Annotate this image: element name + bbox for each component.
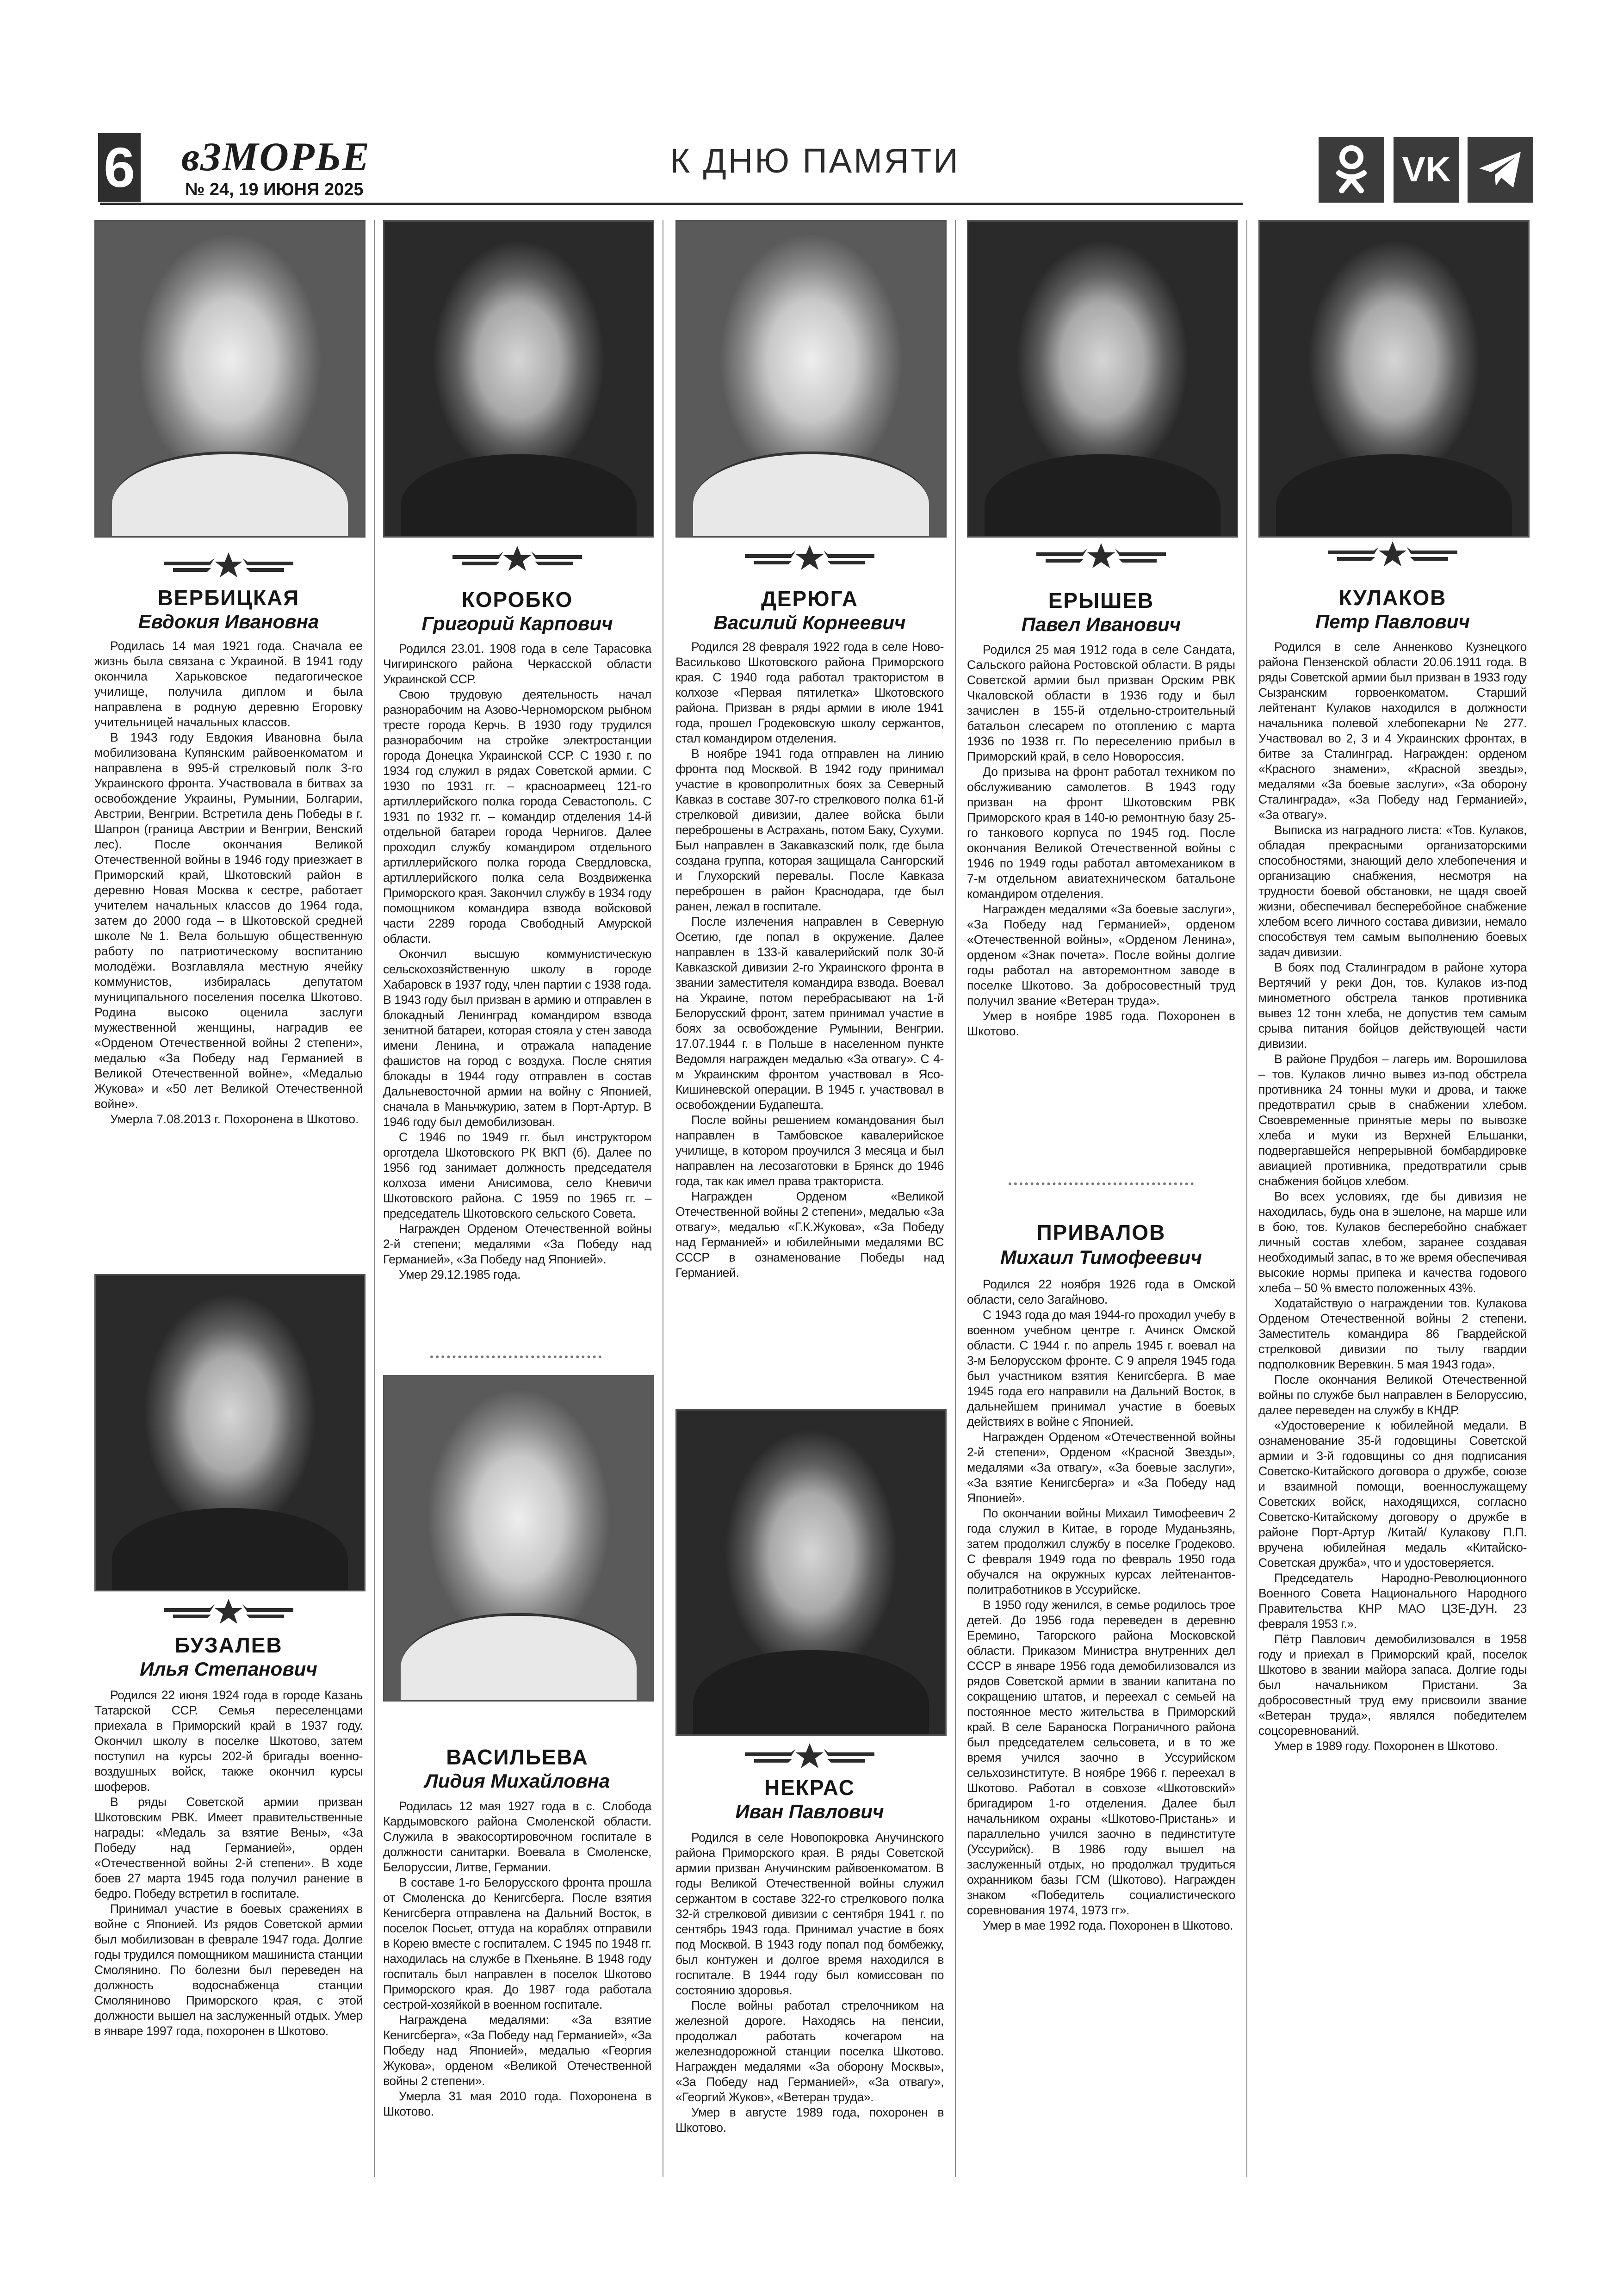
portrait-photo <box>675 1409 947 1736</box>
person-surname: ДЕРЮГА <box>761 587 858 611</box>
person-surname: КУЛАКОВ <box>1338 586 1447 610</box>
person-given-name: Лидия Михайловна <box>424 1770 610 1792</box>
biography-text: Родился в селе Новопокровка Анучинского района Приморского края. В ряды Советской армии призван Анучинским райвоенкоматом. В годы Великой Отечественной войны служил сержантом в составе 322-го стрелкового полка 32-й стрелковой дивизии с сентября 1941 г. по сентябрь 1943 года. Принимал участие в боях под Москвой. В 1943 году попал под бомбежку, был контужен и долгое время находился в госпитале. В 1944 году был комиссован по состоянию здоровья. После войны работал стрелочником на железной дороге. Находясь на пенсии, продолжал работать кочегаром на железнодорожной станции поселка Шкотово. Награжден медалями «За оборону Москвы», «За Победу над Германией», «За отвагу», «Георгий Жуков», «Ветеран труда». Умер в августе 1989 года, похоронен в Шкотово. <box>675 1831 944 2135</box>
person-given-name: Григорий Карпович <box>421 613 613 634</box>
person-given-name: Василий Корнеевич <box>713 612 906 633</box>
biography-text: Родилась 12 мая 1927 года в с. Слобода Кардымовского района Смоленской области. Служила в эвакосортировочном госпитале в должности санитарки. Воевала в Смоленске, Белоруссии, Литве, Германии. В составе 1-го Белорусского фронта прошла от Смоленска до Кенигсберга. После взятия Кенигсберга отправлена на Дальний Восток, в поселок Посьет, оттуда на кораблях отправили в Корею вместе с госпиталем. С 1945 по 1948 гг. находилась на службе в Пхеньяне. В 1948 году госпиталь был направлен в поселок Шкотово Приморского края. До 1987 года работала сестрой-хозяйкой в военном госпитале. Награждена медалями: «За взятие Кенигсберга», «За Победу над Германией», «За Победу над Японией», медалью «Георгия Жукова», орденом «Великой Отечественной войны 2 степени». Умерла 31 мая 2010 года. Похоронена в Шкотово. <box>383 1799 651 2118</box>
biography-text: Родилась 14 мая 1921 года. Сначала ее жизнь была связана с Украиной. В 1941 году окончила Харьковское педагогическое училище, получила диплом и была направлена в родную деревню Егоровку учительницей начальных классов. В 1943 году Евдокия Ивановна была мобилизована Купянским райвоенкоматом и направлена в 995-й стрелковый полк 3-го Украинского фронта. Участвовала в битвах за освобождение Украины, Румынии, Болгарии, Австрии, Венгрии. Встретила день Победы в г. Шапрон (граница Австрии и Венгрии, Венский лес). После окончания Великой Отечественной войны в 1946 году приезжает в Приморский край, Шкотовский район в деревню Новая Москва к сестре, работает учителем начальных классов до 1964 года, затем до 2000 года – в Шкотовской средней школе №1. Вела большую общественную работу по патриотическому воспитанию молодёжи. Возглавляла местную ячейку коммунистов, избиралась депутатом муниципального поселения поселка Шкотово. Родина высоко оценила заслуги мужественной женщины, наградив ее «Орденом Отечественной войны 2 степени», медалью «За Победу над Германией в Великой Отечественной войне», «Медалью Жукова» и «50 лет Великой Отечественной войне». Умерла 7.08.2013 г. Похоронена в Шкотово. <box>94 639 363 1126</box>
person-given-name: Иван Павлович <box>735 1801 884 1822</box>
star-ribbon-icon <box>448 545 587 572</box>
ok-icon[interactable] <box>1319 137 1384 203</box>
person-surname: БУЗАЛЕВ <box>174 1633 283 1657</box>
person-surname: ПРИВАЛОВ <box>1036 1220 1166 1244</box>
person-surname: НЕКРАС <box>764 1776 855 1800</box>
section-title: К ДНЮ ПАМЯТИ <box>670 142 960 180</box>
star-ribbon-icon <box>740 1742 879 1769</box>
person-surname: ВАСИЛЬЕВА <box>446 1745 588 1769</box>
biography-text: Родился 22 ноября 1926 года в Омской области, село Загайново. С 1943 года до мая 1944-го проходил учебу в военном учебном центре г. Ачинск Омской области. С 1944 г. по апрель 1945 г. воевал на 3-м Белорусском фронте. С 9 апреля 1945 года был участником взятия Кенигсберга. В мае 1945 года его направили на Дальний Восток, в дальнейшем принимал участие в боевых действиях в войне с Японией. Награжден Орденом «Отечественной войны 2-й степени», Орденом «Красной Звезды», медалями «За отвагу», «За боевые заслуги», «За взятие Кенигсберга» и «За Победу над Японией». По окончании войны Михаил Тимофеевич 2 года служил в Китае, в городе Муданьзянь, затем продолжил службу в поселке Гродеково. С февраля 1949 года по февраль 1950 года обучался на окружных курсах лейтенантов-политработников в Уссурийске. В 1950 году женился, в семье родилось трое детей. До 1956 года переведен в деревню Еремино, Тагорского района Московской области. Приказом Министра внутренних дел СССР в январе 1956 года демобилизовался из рядов Советской армии в звании капитана по сокращению штатов, и переехал с семьей на постоянное место жительства в Приморский край. В селе Бараноска Пограничного района был председателем сельсовета, и в то же время учился заочно в Уссурийском сельхозинституте. В ноябре 1966 г. переехал в Шкотово. Работал в совхозе «Шкотовский» бригадиром 1-го отделения. Далее был начальником охраны «Шкотово-Пристань» и параллельно учился заочно в пединституте (Уссурийск). В 1986 году вышел на заслуженный отдых, но продолжал трудиться охранником базы ГСМ (Шкотово). Награжден знаком «Победитель социалистического соревнования 1974, 1973 гг». Умер в мае 1992 года. Похоронен в Шкотово. <box>967 1277 1235 1932</box>
portrait-photo <box>383 220 654 538</box>
portrait-photo <box>383 1375 654 1702</box>
page-number: 6 <box>98 133 141 202</box>
star-ribbon-icon <box>159 1598 298 1625</box>
star-ribbon-icon <box>159 551 298 578</box>
dotted-separator <box>430 1355 601 1358</box>
person-surname: ВЕРБИЦКАЯ <box>157 586 300 610</box>
star-ribbon-icon <box>740 544 879 571</box>
portrait-photo <box>94 1274 365 1591</box>
biography-text: Родился в селе Анненково Кузнецкого района Пензенской области 20.06.1911 года. В ряды Советской армии был призван в 1933 году Сызранским горвоенкоматом. Старший лейтенант Кулаков находился в должности начальника полевой хлебопекарни № 277. Участвовал во 2, 3 и 4 Украинских фронтах, в битве за Сталинград. Награжден: орденом «Красного знамени», «Красной звезды», медалями «За боевые заслуги», «За оборону Сталинграда», «За Победу над Германией», «За отвагу». Выписка из наградного листа: «Тов. Кулаков, обладая прекрасными организаторскими способностями, знающий дело хлебопечения и организацию снабжения, несмотря на трудности боевой обстановки, не щадя своей жизни, обеспечивал бесперебойное снабжение хлебом всего личного состава дивизии, немало способствуя тем самым выполнению боевых задач дивизии. В боях под Сталинградом в районе хутора Вертячий у реки Дон, тов. Кулаков из-под минометного обстрела танков противника вывез 12 тонн хлеба, не допустив тем самым срыва питания бойцов действующей части дивизии. В районе Прудбоя – лагерь им. Ворошилова – тов. Кулаков лично вывез из-под обстрела противника 24 тонны муки и дрова, и также предотвратил срыв в снабжении хлебом. Своевременные принятые меры по вывозке хлеба и муки из Верхней Ельшанки, подвергавшейся непрерывной бомбардировке авиацией противника, предотвратили срыв снабжения бойцов хлебом. Во всех условиях, где бы дивизия не находилась, будь она в эшелоне, на марше или в бою, тов. Кулаков бесперебойно снабжает личный состав хлебом, заранее создавая необходимый запас, в то же время обеспечивая высокие нормы припека и качества годового хлеба – 50 % вместо положенных 43%. Ходатайствую о награждении тов. Кулакова Орденом Отечественной войны 2 степени. Заместитель командира 86 Гвардейской стрелковой дивизии по тылу гвардии подполковник Веревкин. 5 мая 1943 года». После окончания Великой Отечественной войны по службе был направлен в Белоруссию, далее переведен на службу в КНДР. «Удостоверение к юбилейной медали. В ознаменование 35-й годовщины Советской армии и 3-й годовщины со дня подписания Советско-Китайского договора о дружбе, союзе и взаимной помощи, военнослужащему Советских войск, находящихся, согласно Советско-Китайскому договору о дружбе в районе Порт-Артур /Китай/ Кулакову П.П. вручена юбилейная медаль «Китайско-Советская дружба», что и удостоверяется. Председатель Народно-Революционного Военного Совета Национального Народного Правительства КНР МАО ЦЗЕ-ДУН. 23 февраля 1953 г.». Пётр Павлович демобилизовался в 1958 году и приехал в Приморский край, поселок Шкотово в звании майора запаса. Долгие годы был начальником Пристани. За добросовестный труд ему присвоили звание «Ветеран труда», являлся победителем соцсоревнований. Умер в 1989 году. Похоронен в Шкотово. <box>1258 640 1527 1753</box>
dotted-separator <box>1009 1182 1194 1185</box>
portrait-photo <box>94 220 365 538</box>
person-given-name: Павел Иванович <box>1021 613 1181 635</box>
portrait-photo <box>1258 220 1530 538</box>
star-ribbon-icon <box>1323 540 1462 567</box>
column-divider <box>1246 220 1247 2177</box>
star-ribbon-icon <box>1032 542 1171 569</box>
issue-number-date: № 24, 19 ИЮНЯ 2025 <box>185 180 364 199</box>
newspaper-masthead: вЗМОРЬЕ <box>181 135 371 179</box>
column-divider <box>955 220 956 2177</box>
biography-text: Родился 28 февраля 1922 года в селе Ново-Васильково Шкотовского района Приморского края. С 1940 года работал трактористом в колхозе «Первая пятилетка» Шкотовского района. Призван в ряды армии в июле 1941 года, прошел Гродековскую школу сержантов, стал командиром отделения. В ноябре 1941 года отправлен на линию фронта под Москвой. В 1942 году принимал участие в кровопролитных боях за Северный Кавказ в составе 307-го стрелкового полка 61-й стрелковой дивизии, далее войска были переброшены в Астрахань, потом Баку, Сухуми. Был направлен в Закавказский полк, где была создана группа, которая защищала Сангорский и Глухорский перевалы. После Кавказа переброшен в район Краснодара, где был ранен, лежал в госпитале. После излечения направлен в Северную Осетию, где попал в окружение. Далее направлен в 133-й кавалерийский полк 30-й Кавказской дивизии 2-го Украинского фронта в звании заместителя командира взвода. Воевал на Украине, потом перебрасывают на 1-й Белорусский фронт, затем принимал участие в боях за освобождение Румынии, Венгрии. 17.07.1944 г. в Польше в населенном пункте Ведомля награжден медалью «За отвагу». С 4-м Украинским фронтом участвовал в Ясо-Кишиневской операции. В 1945 г. участвовал в освобождении Будапешта. После войны решением командования был направлен в Тамбовское кавалерийское училище, в котором проучился 3 месяца и был направлен на лесозаготовки в Брянск до 1946 года, так как имел права тракториста. Награжден Орденом «Великой Отечественной войны 2 степени», медалью «За отвагу», медалью «Г.К.Жукова», «За Победу над Германией» и юбилейными медалями ВС СССР в ознаменование Победы над Германией. <box>675 640 944 1280</box>
person-given-name: Михаил Тимофеевич <box>1000 1246 1202 1268</box>
person-surname: ЕРЫШЕВ <box>1048 588 1154 613</box>
portrait-photo <box>967 220 1238 538</box>
vk-icon[interactable]: VK <box>1394 137 1459 203</box>
person-given-name: Илья Степанович <box>140 1658 317 1680</box>
column-divider <box>374 220 375 2177</box>
person-given-name: Евдокия Ивановна <box>138 611 319 632</box>
portrait-photo <box>675 220 947 538</box>
person-surname: КОРОБКО <box>461 588 573 612</box>
telegram-icon[interactable] <box>1468 137 1533 203</box>
person-given-name: Петр Павлович <box>1315 611 1470 632</box>
biography-text: Родился 25 мая 1912 года в селе Сандата, Сальского района Ростовской области. В ряды Советской армии был призван Орским РВК Чкаловской области в 1936 году и был зачислен в 155-й отдельно-строительный батальон слесарем по отоплению с марта 1936 по 1938 гг. По переселению прибыл в Приморский край, в село Новороссия. До призыва на фронт работал техником по обслуживанию самолетов. В 1943 году призван на фронт Шкотовским РВК Приморского края в 140-ю ремонтную базу 25-го танкового корпуса по 1945 год. После окончания Великой Отечественной войны с 1946 по 1949 годы работал автомехаником в 7-м отдельном авиатехническом батальоне командиром отделения. Награжден медалями «За боевые заслуги», «За Победу над Германией», орденом «Отечественной войны», «Орденом Ленина», орденом «Знак почета». После войны долгие годы работал на авторемонтном заводе в поселке Шкотово. За добросовестный труд получил звание «Ветеран труда». Умер в ноябре 1985 года. Похоронен в Шкотово. <box>967 643 1235 1038</box>
biography-text: Родился 22 июня 1924 года в городе Казань Татарской ССР. Семья переселенцами приехала в Приморский край в 1937 году. Окончил школу в поселке Шкотово, затем поступил на курсы 202-й бригады военно-воздушных войск, также окончил курсы шоферов. В ряды Советской армии призван Шкотовским РВК. Имеет правительственные награды: «Медаль за взятие Вены», «За Победу над Германией», орден «Отечественной войны 2-й степени». В ходе боев 27 марта 1945 года получил ранение в бедро. Победу встретил в госпитале. Принимал участие в боевых сражениях в войне с Японией. Из рядов Советской армии был мобилизован в феврале 1947 года. Долгие годы трудился помощником машиниста станции Смолянино. По болезни был переведен на должность водоснабженца станции Смоляниново Приморского края, с этой должности вышел на заслуженный отдых. Умер в январе 1997 года, похоронен в Шкотово. <box>94 1688 363 2038</box>
biography-text: Родился 23.01. 1908 года в селе Тарасовка Чигиринского района Черкасской области Украинской ССР. Свою трудовую деятельность начал разнорабочим на Азово-Черноморском рыбном тресте города Керчь. В 1930 году трудился разнорабочим на стройке электростанции города Донецка Украинской ССР. С 1930 г. по 1934 год служил в рядах Советской армии. С 1930 по 1931 гг. – красноармеец 121-го артиллерийского полка города Севастополь. С 1931 по 1932 гг. – командир отделения 14-й отдельной батареи города Чернигов. Далее проходил службу командиром отдельного артиллерийского полка города Свердловска, артиллерийского полка села Воздвиженка Приморского края. Закончил службу в 1934 году помощником командира взвода войсковой части 2289 города Свободный Амурской области. Окончил высшую коммунистическую сельскохозяйственную школу в городе Хабаровск в 1937 году, член партии с 1938 года. В 1943 году был призван в армию и отправлен в блокадный Ленинград командиром взвода зенитной батареи, которая стояла у стен завода имени Ленина, и отражала нападение фашистов на город с воздуха. После снятия блокады в 1944 году отправлен в состав Дальневосточной армии на войну с Японией, сначала в Маньчжурию, затем в Порт-Артур. В 1946 году был демобилизован. С 1946 по 1949 гг. был инструктором орготдела Шкотовского РК ВКП (б). Далее по 1956 год занимает должность председателя колхоза имени Анисимова, село Кневичи Шкотовского района. С 1959 по 1965 гг. – председатель Шкотовского сельского Совета. Награжден Орденом Отечественной войны 2-й степени; медалями «За Победу над Германией», «За Победу над Японией». Умер 29.12.1985 года. <box>383 642 651 1281</box>
header-rule <box>100 203 1243 205</box>
